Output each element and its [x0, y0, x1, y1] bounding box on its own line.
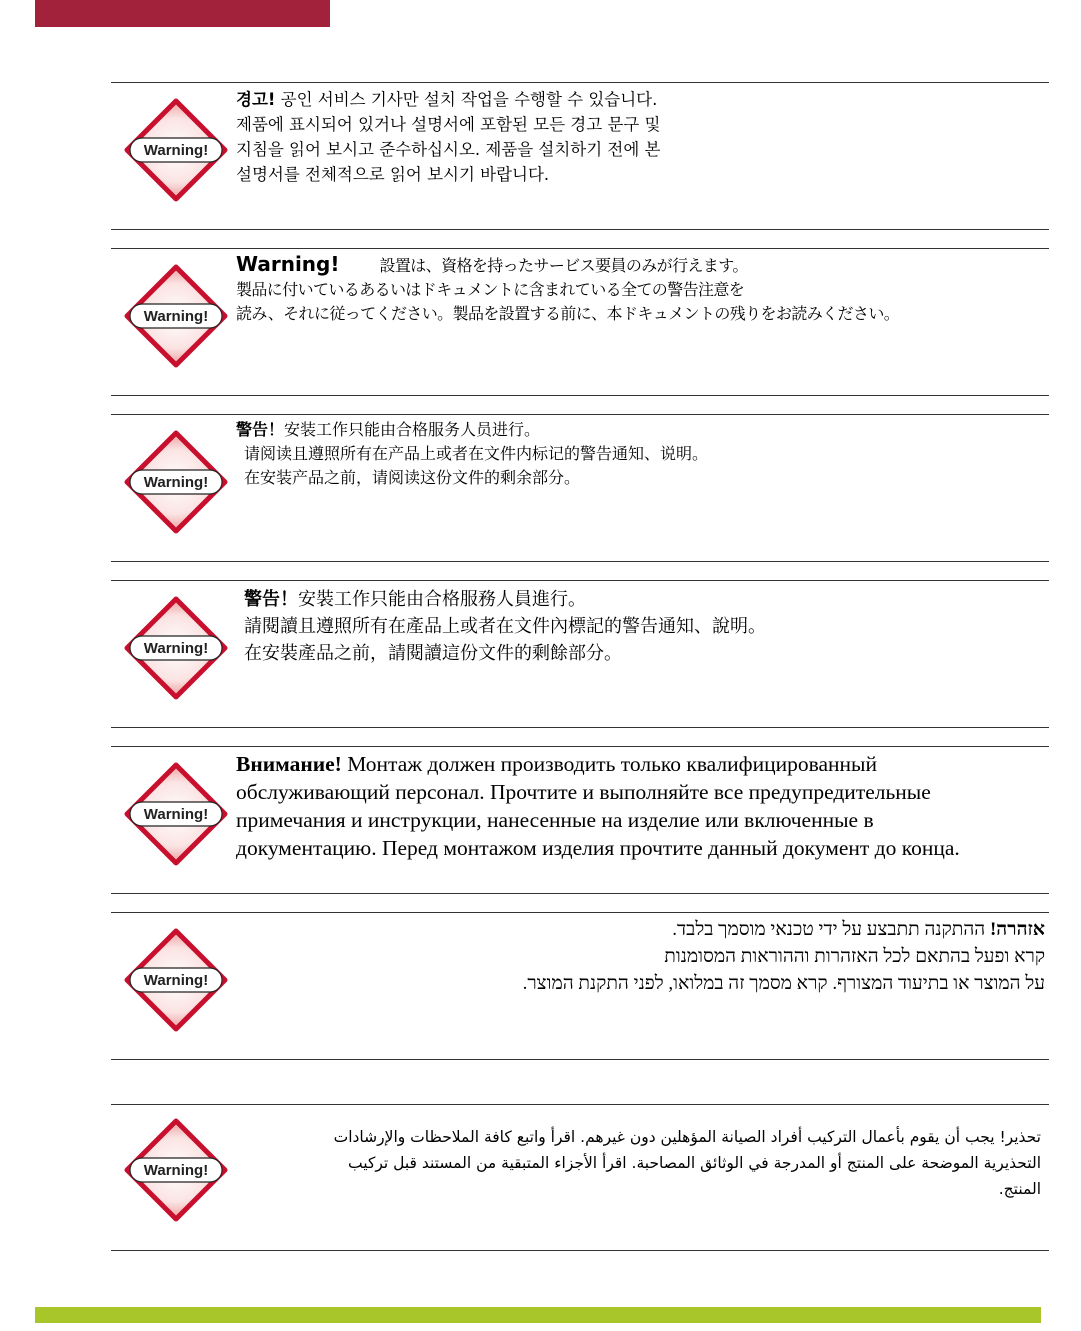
warning-lead: 警告！: [236, 420, 285, 439]
warning-text-korean: 경고! 공인 서비스 기사만 설치 작업을 수행할 수 있습니다. 제품에 표시되어 있거나 설명서에 포함된 모든 경고 문구 및 지침을 읽어 보시고 준수하십시오. 제품을 설치하기 전에 본 설명서를 전체적으로 읽어 보시기 바랍니다.: [236, 90, 661, 184]
svg-text:Warning!: Warning!: [143, 1162, 209, 1179]
warning-icon: [124, 430, 228, 534]
warning-text-arabic: تحذير! يجب أن يقوم بأعمال التركيب أفراد الصيانة المؤهلين دون غيرهم. اقرأ واتبع كافة الملاحظات والإرشادات التحذيرية الموضحة على المنتج أو المدرجة في الوثائق المصاحبة. اقرأ الأجزاء المتبقية من المستند قبل تركيب المنتج.: [333, 1128, 1041, 1198]
separator-line: [111, 561, 1049, 562]
warning-lead: אזהרה!: [989, 919, 1045, 940]
separator-line: [111, 912, 1049, 913]
warning-text-russian: Внимание! Монтаж должен производить только квалифицированный обслуживающий персонал. Прочтите и выполняйте все предупредительные примечания и инструкции, нанесенные на изделие или включенные в документацию. Перед монтажом изделия прочтите данный документ до конца.: [236, 752, 960, 860]
warning-icon: [124, 264, 228, 368]
separator-line: [111, 727, 1049, 728]
svg-text:Warning!: Warning!: [143, 806, 209, 823]
separator-line: [111, 395, 1049, 396]
svg-text:Warning!: Warning!: [143, 474, 209, 491]
footer-color-bar: [35, 1307, 1041, 1323]
svg-text:Warning!: Warning!: [143, 972, 209, 989]
separator-line: [111, 82, 1049, 83]
warning-lead: Warning!: [236, 252, 340, 276]
svg-text:Warning!: Warning!: [143, 308, 209, 325]
warning-icon: [124, 762, 228, 866]
warning-text-japanese: Warning! 設置は、資格を持ったサービス要員のみが行えます。 製品に付いているあるいはドキュメントに含まれている全ての警告注意を 読み、それに従ってください。製品を設置する前に、本ドキュメントの残りをお読みください。: [236, 252, 900, 323]
warning-text-chinese-simplified: 警告！安装工作只能由合格服务人员进行。 请阅读且遵照所有在产品上或者在文件内标记的警告通知、说明。 在安装产品之前，请阅读这份文件的剩余部分。: [236, 420, 709, 487]
svg-text:Warning!: Warning!: [143, 142, 209, 159]
separator-line: [111, 893, 1049, 894]
separator-line: [111, 414, 1049, 415]
warning-icon: [124, 928, 228, 1032]
warning-icon: [124, 596, 228, 700]
separator-line: [111, 1059, 1049, 1060]
warning-icon: [124, 1118, 228, 1222]
warning-lead: Внимание!: [236, 752, 342, 776]
separator-line: [111, 248, 1049, 249]
header-color-bar: [35, 0, 330, 27]
warning-lead: 경고!: [236, 90, 276, 109]
separator-line: [111, 1250, 1049, 1251]
separator-line: [111, 746, 1049, 747]
separator-line: [111, 229, 1049, 230]
warning-icon: [124, 98, 228, 202]
warning-lead: 警告！: [244, 589, 298, 610]
separator-line: [111, 580, 1049, 581]
separator-line: [111, 1104, 1049, 1105]
warning-text-hebrew: אזהרה! ההתקנה תתבצע על ידי טכנאי מוסמך בלבד. קרא ופעל בהתאם לכל האזהרות וההוראות המסומנות על המוצר או בתיעוד המצורף. קרא מסמך זה במלואו, לפני התקנת המוצר.: [522, 919, 1045, 994]
warning-text-chinese-traditional: 警告！安裝工作只能由合格服務人員進行。 請閱讀且遵照所有在產品上或者在文件內標記的警告通知、說明。 在安裝產品之前，請閱讀這份文件的剩餘部分。: [244, 589, 766, 664]
svg-text:Warning!: Warning!: [143, 640, 209, 657]
